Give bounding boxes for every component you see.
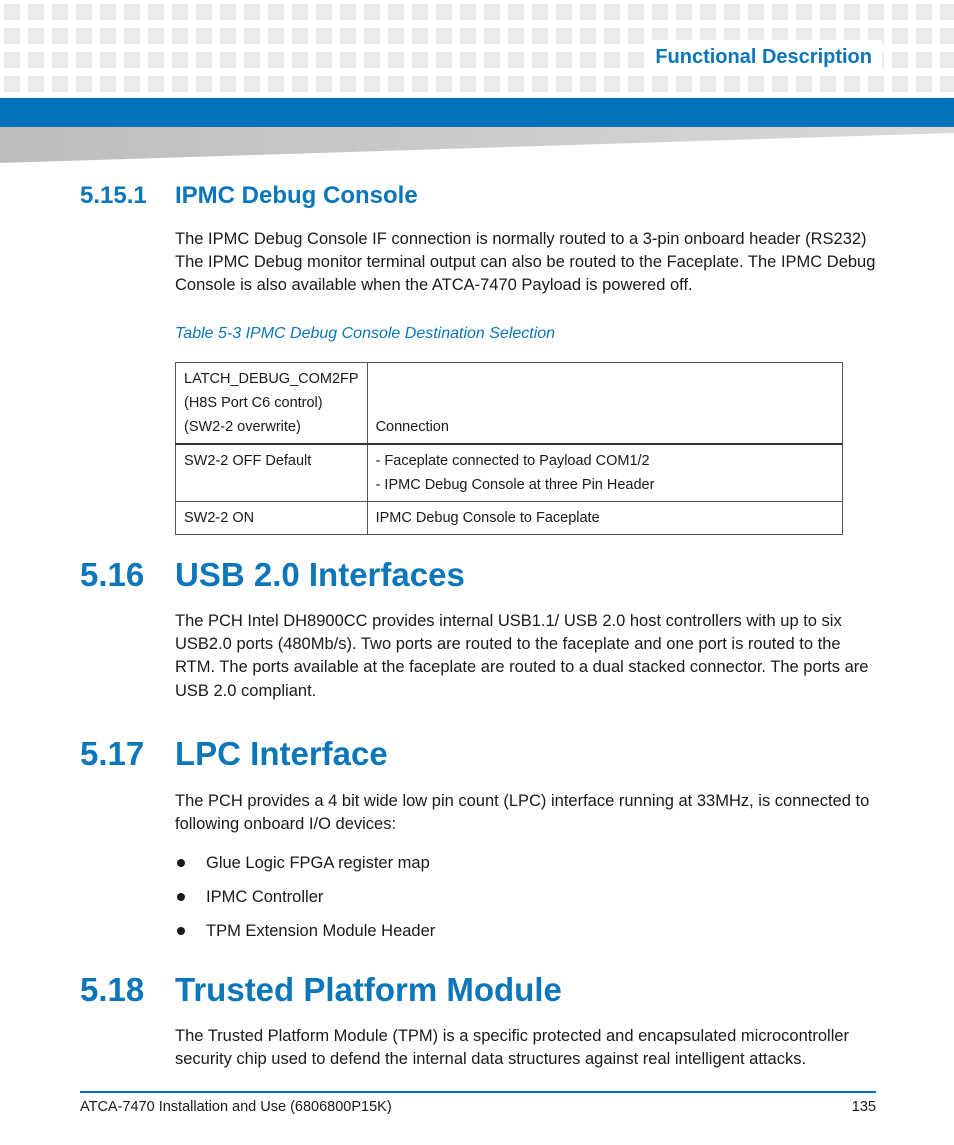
section-title: IPMC Debug Console [175,182,418,209]
list-item [175,880,435,914]
running-header-title: Functional Description [655,46,872,68]
section-number: 5.18 [80,971,145,1008]
cell-setting: SW2-2 OFF Default [176,444,368,502]
paragraph-usb: The PCH Intel DH8900CC provides internal USB1.1/ USB 2.0 host controllers with up to six USB2.0 ports (480Mb/s). Two ports are routed to the faceplate and one port is routed to the RTM. The ports available at the faceplate are routed to a dual stacked connector. The ports are USB 2.0 compliant. [175,612,869,700]
section-heading-5-17 [80,735,388,773]
table-header-row [176,363,843,445]
list-item [175,914,435,948]
section-number: 5.16 [80,556,145,593]
footer-document-title: ATCA-7470 Installation and Use (6806800P15K) [80,1099,392,1115]
paragraph-ipmc-debug: The IPMC Debug Console IF connection is normally routed to a 3-pin onboard header (RS232) The IPMC Debug monitor terminal output can also be routed to the Faceplate. The IPMC Debug Console is also available when the ATCA-7470 Payload is powered off. [175,230,876,295]
lpc-device-list [175,846,435,948]
header-line: (SW2-2 overwrite) [184,419,301,435]
destination-selection-table [175,362,843,535]
paragraph-tpm: The Trusted Platform Module (TPM) is a specific protected and encapsulated microcontroller security chip used to defend the internal data structures against real intelligent attacks. [175,1027,850,1069]
table-row [176,502,843,535]
footer-rule [80,1091,876,1093]
paragraph-lpc: The PCH provides a 4 bit wide low pin count (LPC) interface running at 33MHz, is connected to following onboard I/O devices: [175,792,870,834]
bullet-dot-icon [177,893,185,901]
section-title: Trusted Platform Module [175,971,562,1008]
header-cell-connection: Connection [367,363,842,445]
section-title: USB 2.0 Interfaces [175,556,465,593]
header-gray-wedge [0,127,954,163]
section-heading-5-15-1 [80,182,418,210]
connection-line: IPMC Debug Console to Faceplate [375,510,600,526]
page-number: 135 [851,1099,876,1115]
cell-connection [367,502,842,535]
header-blue-band [0,98,954,127]
connection-line: - IPMC Debug Console at three Pin Header [375,477,655,493]
list-item-text: IPMC Controller [206,887,324,906]
cell-connection [367,444,842,502]
header-title-box [645,40,882,74]
table-caption: Table 5-3 IPMC Debug Console Destination Selection [175,325,556,342]
bullet-dot-icon [177,927,185,935]
cell-setting: SW2-2 ON [176,502,368,535]
section-heading-5-18 [80,971,562,1009]
section-number: 5.17 [80,735,145,772]
header-pattern [0,0,954,97]
list-item [175,846,435,880]
section-heading-5-16 [80,556,465,594]
section-title: LPC Interface [175,735,388,772]
header-cell-latch [176,363,368,445]
header-line: LATCH_DEBUG_COM2FP [184,371,359,387]
connection-line: - Faceplate connected to Payload COM1/2 [375,453,650,469]
table-row [176,444,843,502]
header-line: (H8S Port C6 control) [184,395,323,411]
bullet-dot-icon [177,859,185,867]
list-item-text: TPM Extension Module Header [206,921,436,940]
list-item-text: Glue Logic FPGA register map [206,853,430,872]
section-number: 5.15.1 [80,182,147,209]
